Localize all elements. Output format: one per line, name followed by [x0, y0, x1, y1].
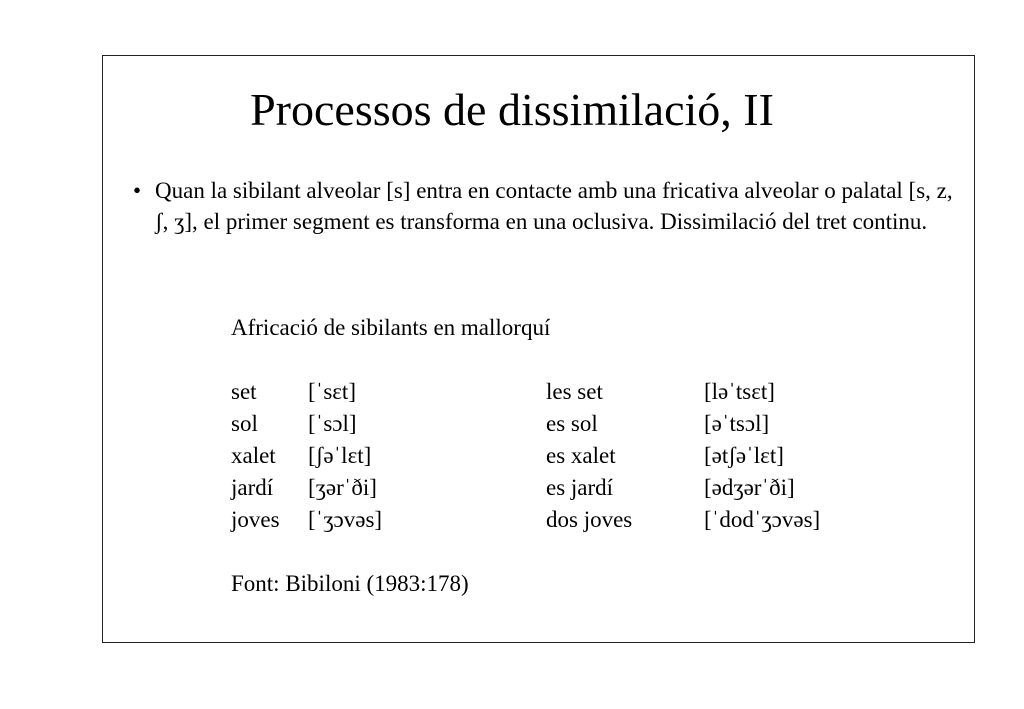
example-word: jardí — [231, 475, 274, 500]
example-ipa: [ʒərˈði] — [308, 475, 377, 500]
example-row — [231, 504, 821, 536]
example-phrase-ipa: [ˈdodˈʒɔvəs] — [704, 507, 821, 532]
example-ipa: [ˈsɛt] — [308, 379, 356, 404]
example-word: xalet — [231, 443, 276, 468]
bullet-paragraph — [133, 175, 953, 237]
example-phrase: es jardí — [546, 475, 614, 500]
example-phrase-ipa: [ətʃəˈlɛt] — [704, 443, 784, 468]
slide-title: Processos de dissimilació, II — [250, 84, 774, 135]
example-phrase: dos joves — [546, 507, 633, 532]
example-phrase: es xalet — [546, 443, 616, 468]
example-phrase-ipa: [ədʒərˈði] — [704, 475, 795, 500]
example-word: sol — [231, 411, 258, 436]
example-row — [231, 472, 795, 504]
example-phrase-ipa: [ləˈtsɛt] — [704, 379, 775, 404]
bullet-marker: • — [133, 178, 142, 203]
example-row — [231, 440, 784, 472]
example-row — [231, 408, 770, 440]
source-citation: Font: Bibiloni (1983:178) — [231, 571, 469, 596]
bullet-text: Quan la sibilant alveolar [s] entra en contacte amb una fricativa alveolar o palatal [s, z, ʃ, ʒ], el primer segment es transforma en una oclusiva. Dissimilació del tret continu. — [155, 178, 953, 234]
example-word: joves — [231, 507, 280, 532]
example-phrase: les set — [546, 379, 603, 404]
example-block — [231, 312, 821, 600]
example-ipa: [ˈʒɔvəs] — [308, 507, 383, 532]
example-ipa: [ʃəˈlɛt] — [308, 443, 372, 468]
example-heading: Africació de sibilants en mallorquí — [231, 315, 551, 340]
example-word: set — [231, 379, 257, 404]
example-phrase: es sol — [546, 411, 598, 436]
example-ipa: [ˈsɔl] — [308, 411, 357, 436]
example-row — [231, 376, 775, 408]
example-phrase-ipa: [əˈtsɔl] — [704, 411, 770, 436]
